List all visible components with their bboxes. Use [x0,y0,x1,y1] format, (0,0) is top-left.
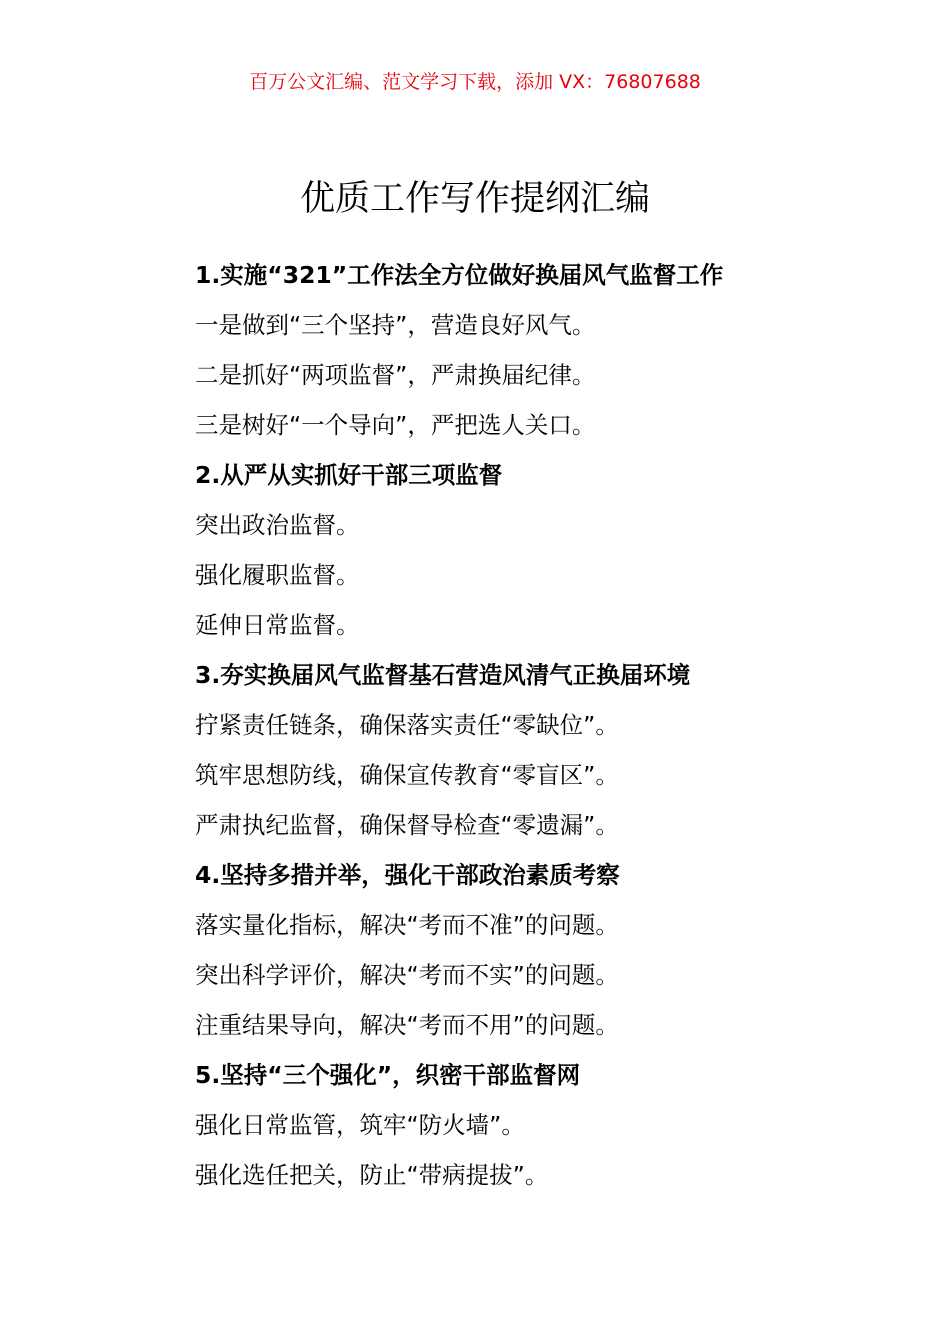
section-5-item: 强化日常监管，筑牢“防火墙”。 [195,1111,525,1139]
section-1-heading: 1.实施“321”工作法全方位做好换届风气监督工作 [195,261,724,289]
section-4-item: 突出科学评价，解决“考而不实”的问题。 [195,961,619,989]
section-3-item: 严肃执纪监督，确保督导检查“零遗漏”。 [195,811,619,839]
section-1-item: 二是抓好“两项监督”，严肃换届纪律。 [195,361,596,389]
header-note: 百万公文汇编、范文学习下载，添加 VX：76807688 [249,71,701,93]
section-2-item: 突出政治监督。 [195,511,360,539]
section-4-heading: 4.坚持多措并举，强化干部政治素质考察 [195,861,620,889]
section-4-item: 落实量化指标，解决“考而不准”的问题。 [195,911,619,939]
section-4-item: 注重结果导向，解决“考而不用”的问题。 [195,1011,619,1039]
section-5-heading: 5.坚持“三个强化”，织密干部监督网 [195,1061,581,1089]
section-1-item: 三是树好“一个导向”，严把选人关口。 [195,411,596,439]
section-2-item: 强化履职监督。 [195,561,360,589]
section-3-heading: 3.夯实换届风气监督基石营造风清气正换届环境 [195,661,691,689]
section-5-item: 强化选任把关，防止“带病提拔”。 [195,1161,549,1189]
section-1-item: 一是做到“三个坚持”，营造良好风气。 [195,311,596,339]
document-title: 优质工作写作提纲汇编 [299,179,650,219]
section-3-item: 拧紧责任链条，确保落实责任“零缺位”。 [195,711,619,739]
section-2-item: 延伸日常监督。 [195,611,360,639]
section-2-heading: 2.从严从实抓好干部三项监督 [195,461,503,489]
document-body [195,250,835,1200]
section-3-item: 筑牢思想防线，确保宣传教育“零盲区”。 [195,761,619,789]
